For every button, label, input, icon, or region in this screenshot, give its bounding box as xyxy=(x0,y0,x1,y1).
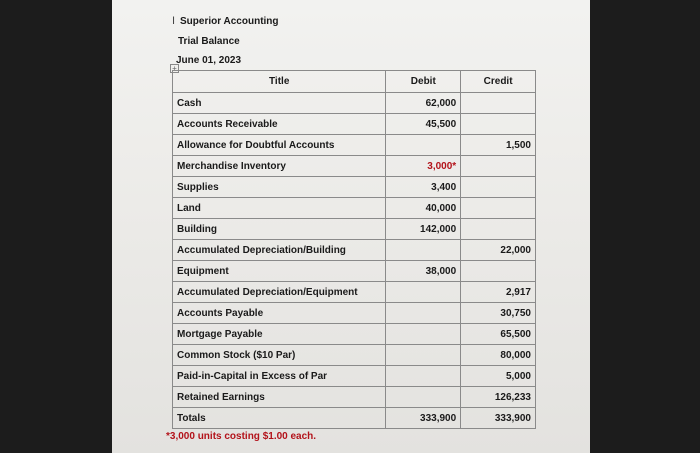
credit-cell[interactable] xyxy=(461,93,536,114)
report-date: June 01, 2023 xyxy=(176,55,242,66)
table-row xyxy=(173,156,536,177)
company-name: Superior Accounting xyxy=(180,16,279,27)
table-row xyxy=(173,177,536,198)
table-row xyxy=(173,135,536,156)
table-row xyxy=(173,366,536,387)
credit-cell[interactable] xyxy=(461,219,536,240)
table-row xyxy=(173,303,536,324)
debit-cell[interactable]: 333,900 xyxy=(386,408,461,429)
table-move-handle-icon[interactable]: + xyxy=(170,64,179,73)
credit-cell[interactable]: 333,900 xyxy=(461,408,536,429)
table-body xyxy=(173,93,536,429)
table-row xyxy=(173,261,536,282)
debit-cell[interactable] xyxy=(386,366,461,387)
account-title-cell[interactable]: Paid-in-Capital in Excess of Par xyxy=(173,366,386,387)
account-title-cell[interactable]: Accumulated Depreciation/Building xyxy=(173,240,386,261)
debit-cell[interactable]: 3,000* xyxy=(386,156,461,177)
debit-cell[interactable] xyxy=(386,303,461,324)
credit-cell[interactable]: 2,917 xyxy=(461,282,536,303)
table-row xyxy=(173,198,536,219)
debit-cell[interactable]: 3,400 xyxy=(386,177,461,198)
debit-cell[interactable]: 38,000 xyxy=(386,261,461,282)
table-row xyxy=(173,324,536,345)
credit-cell[interactable]: 1,500 xyxy=(461,135,536,156)
credit-cell[interactable] xyxy=(461,261,536,282)
debit-cell[interactable] xyxy=(386,282,461,303)
column-header-credit: Credit xyxy=(461,71,536,93)
credit-cell[interactable] xyxy=(461,156,536,177)
credit-cell[interactable]: 5,000 xyxy=(461,366,536,387)
debit-cell[interactable] xyxy=(386,240,461,261)
account-title-cell[interactable]: Common Stock ($10 Par) xyxy=(173,345,386,366)
table-header-row xyxy=(173,71,536,93)
table-row xyxy=(173,282,536,303)
table-row xyxy=(173,114,536,135)
debit-cell[interactable]: 142,000 xyxy=(386,219,461,240)
credit-cell[interactable]: 22,000 xyxy=(461,240,536,261)
table-row xyxy=(173,219,536,240)
debit-cell[interactable] xyxy=(386,135,461,156)
debit-cell[interactable] xyxy=(386,387,461,408)
debit-cell[interactable] xyxy=(386,324,461,345)
debit-cell[interactable]: 62,000 xyxy=(386,93,461,114)
credit-cell[interactable] xyxy=(461,177,536,198)
credit-cell[interactable]: 65,500 xyxy=(461,324,536,345)
table-row xyxy=(173,240,536,261)
account-title-cell[interactable]: Allowance for Doubtful Accounts xyxy=(173,135,386,156)
debit-cell[interactable] xyxy=(386,345,461,366)
account-title-cell[interactable]: Merchandise Inventory xyxy=(173,156,386,177)
credit-cell[interactable]: 126,233 xyxy=(461,387,536,408)
table-row xyxy=(173,345,536,366)
account-title-cell[interactable]: Accounts Payable xyxy=(173,303,386,324)
account-title-cell[interactable]: Cash xyxy=(173,93,386,114)
account-title-cell[interactable]: Land xyxy=(173,198,386,219)
account-title-cell[interactable]: Equipment xyxy=(173,261,386,282)
inventory-footnote: *3,000 units costing $1.00 each. xyxy=(166,431,317,442)
trial-balance-table xyxy=(172,70,536,429)
account-title-cell[interactable]: Retained Earnings xyxy=(173,387,386,408)
account-title-cell[interactable]: Accumulated Depreciation/Equipment xyxy=(173,282,386,303)
debit-cell[interactable]: 40,000 xyxy=(386,198,461,219)
credit-cell[interactable] xyxy=(461,198,536,219)
credit-cell[interactable]: 80,000 xyxy=(461,345,536,366)
text-cursor-icon: I xyxy=(172,15,176,27)
debit-cell[interactable]: 45,500 xyxy=(386,114,461,135)
account-title-cell[interactable]: Supplies xyxy=(173,177,386,198)
account-title-cell[interactable]: Accounts Receivable xyxy=(173,114,386,135)
account-title-cell[interactable]: Totals xyxy=(173,408,386,429)
table-row xyxy=(173,408,536,429)
credit-cell[interactable]: 30,750 xyxy=(461,303,536,324)
table-row xyxy=(173,387,536,408)
credit-cell[interactable] xyxy=(461,114,536,135)
report-title: Trial Balance xyxy=(178,36,240,47)
column-header-debit: Debit xyxy=(386,71,461,93)
account-title-cell[interactable]: Mortgage Payable xyxy=(173,324,386,345)
column-header-title: Title xyxy=(173,71,386,93)
table-row xyxy=(173,93,536,114)
account-title-cell[interactable]: Building xyxy=(173,219,386,240)
